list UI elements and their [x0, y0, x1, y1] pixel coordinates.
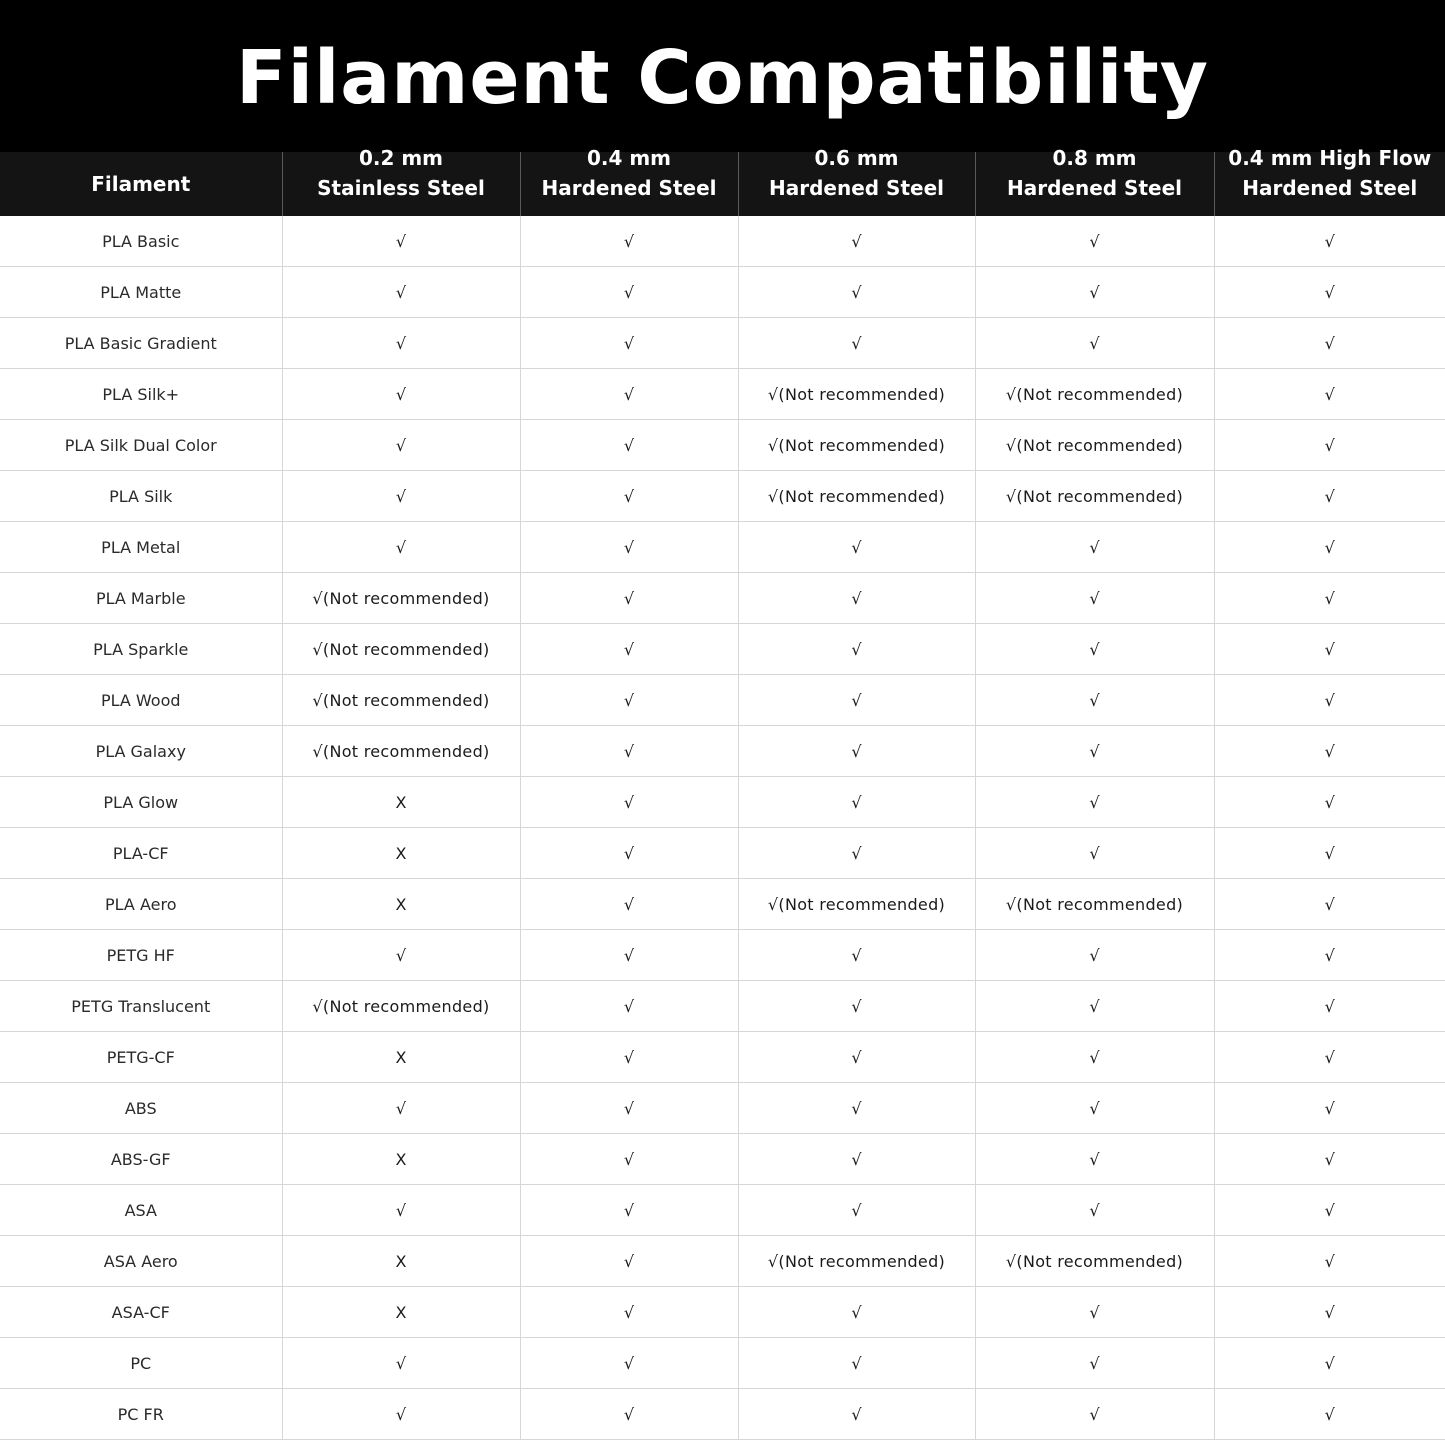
compatibility-cell: √: [975, 1032, 1214, 1083]
table-row: [0, 1389, 1445, 1440]
compatibility-cell: √: [1214, 777, 1445, 828]
filament-name-cell: PLA Glow: [0, 777, 282, 828]
compatibility-cell: √(Not recommended): [282, 981, 520, 1032]
compatibility-cell: √(Not recommended): [975, 369, 1214, 420]
table-header: [0, 146, 1445, 216]
table-row: [0, 726, 1445, 777]
compatibility-cell: √: [738, 828, 975, 879]
compatibility-cell: √: [520, 879, 738, 930]
compatibility-cell: √: [520, 726, 738, 777]
filament-name-cell: PLA Marble: [0, 573, 282, 624]
compatibility-cell: √: [738, 726, 975, 777]
compatibility-cell: √: [520, 369, 738, 420]
compatibility-cell: √: [1214, 522, 1445, 573]
column-header-line: Hardened Steel: [1242, 176, 1418, 200]
page-title: Filament Compatibility: [236, 35, 1209, 121]
compatibility-cell: √: [738, 1083, 975, 1134]
compatibility-cell: √(Not recommended): [738, 369, 975, 420]
compatibility-cell: √: [975, 624, 1214, 675]
table-row: [0, 267, 1445, 318]
table-row: [0, 573, 1445, 624]
compatibility-cell: √: [975, 1185, 1214, 1236]
table-row: [0, 879, 1445, 930]
compatibility-cell: √: [975, 216, 1214, 267]
compatibility-cell: √: [520, 930, 738, 981]
filament-name-cell: ASA-CF: [0, 1287, 282, 1338]
compatibility-cell: √: [975, 675, 1214, 726]
compatibility-cell: √: [520, 981, 738, 1032]
compatibility-cell: √: [1214, 624, 1445, 675]
header-row: [0, 152, 1445, 216]
compatibility-cell: √: [520, 1338, 738, 1389]
compatibility-cell: √(Not recommended): [975, 879, 1214, 930]
table-row: [0, 675, 1445, 726]
compatibility-cell: √: [282, 369, 520, 420]
table-row: [0, 624, 1445, 675]
table-row: [0, 216, 1445, 267]
column-header-line: Hardened Steel: [541, 176, 717, 200]
filament-name-cell: PLA Silk+: [0, 369, 282, 420]
compatibility-cell: √: [1214, 1032, 1445, 1083]
compatibility-cell: √: [1214, 267, 1445, 318]
compatibility-cell: √: [738, 1185, 975, 1236]
compatibility-cell: √: [282, 1338, 520, 1389]
compatibility-cell: √: [520, 1287, 738, 1338]
compatibility-cell: √: [1214, 828, 1445, 879]
compatibility-cell: √: [1214, 471, 1445, 522]
compatibility-cell: √: [282, 267, 520, 318]
compatibility-cell: √: [1214, 1185, 1445, 1236]
compatibility-cell: √: [520, 522, 738, 573]
table-row: [0, 1083, 1445, 1134]
compatibility-cell: √: [1214, 1389, 1445, 1440]
filament-name-cell: PETG HF: [0, 930, 282, 981]
compatibility-cell: √: [520, 1083, 738, 1134]
filament-name-cell: PC: [0, 1338, 282, 1389]
compatibility-cell: X: [282, 1032, 520, 1083]
compatibility-cell: √: [738, 930, 975, 981]
column-header-line: 0.6 mm: [814, 146, 899, 170]
filament-name-cell: PETG Translucent: [0, 981, 282, 1032]
compatibility-cell: √(Not recommended): [738, 1236, 975, 1287]
compatibility-cell: √: [282, 1083, 520, 1134]
compatibility-cell: √: [520, 573, 738, 624]
compatibility-cell: √(Not recommended): [282, 573, 520, 624]
filament-name-cell: PLA Sparkle: [0, 624, 282, 675]
column-header-line: Hardened Steel: [1006, 176, 1182, 200]
compatibility-cell: √: [975, 573, 1214, 624]
compatibility-cell: √(Not recommended): [282, 726, 520, 777]
compatibility-cell: √: [738, 1338, 975, 1389]
table-row: [0, 420, 1445, 471]
filament-name-cell: PLA Matte: [0, 267, 282, 318]
column-header-nozzle-3: [738, 146, 975, 216]
filament-name-cell: ABS: [0, 1083, 282, 1134]
compatibility-cell: √: [1214, 726, 1445, 777]
compatibility-cell: √: [520, 1389, 738, 1440]
compatibility-cell: √: [520, 267, 738, 318]
table-row: [0, 1287, 1445, 1338]
compatibility-cell: √: [1214, 420, 1445, 471]
compatibility-cell: √(Not recommended): [738, 420, 975, 471]
table-row: [0, 1134, 1445, 1185]
compatibility-cell: √: [520, 216, 738, 267]
compatibility-cell: √: [738, 1032, 975, 1083]
compatibility-cell: √: [975, 318, 1214, 369]
compatibility-cell: √: [282, 420, 520, 471]
compatibility-cell: √(Not recommended): [282, 675, 520, 726]
table-body: [0, 216, 1445, 1440]
compatibility-cell: √: [520, 1032, 738, 1083]
filament-name-cell: PC FR: [0, 1389, 282, 1440]
compatibility-cell: √: [520, 1134, 738, 1185]
compatibility-cell: √: [1214, 1287, 1445, 1338]
compatibility-cell: √: [738, 1134, 975, 1185]
compatibility-cell: √: [520, 777, 738, 828]
table-row: [0, 777, 1445, 828]
compatibility-cell: √: [738, 318, 975, 369]
column-header-nozzle-1: [282, 146, 520, 216]
compatibility-cell: √: [1214, 216, 1445, 267]
compatibility-cell: √: [520, 471, 738, 522]
column-header-nozzle-4: [975, 146, 1214, 216]
compatibility-cell: √(Not recommended): [738, 879, 975, 930]
compatibility-cell: √: [1214, 930, 1445, 981]
compatibility-cell: √: [975, 1083, 1214, 1134]
compatibility-cell: √: [738, 573, 975, 624]
compatibility-cell: √: [282, 522, 520, 573]
compatibility-cell: √: [738, 777, 975, 828]
table-row: [0, 1338, 1445, 1389]
table-row: [0, 471, 1445, 522]
compatibility-cell: √: [1214, 1134, 1445, 1185]
compatibility-cell: √: [1214, 1236, 1445, 1287]
column-header-line: Filament: [91, 172, 191, 196]
compatibility-cell: √: [975, 1338, 1214, 1389]
column-header-line: 0.8 mm: [1052, 146, 1137, 170]
compatibility-cell: √: [975, 1389, 1214, 1440]
table-row: [0, 1185, 1445, 1236]
compatibility-cell: √: [520, 318, 738, 369]
filament-name-cell: PLA Wood: [0, 675, 282, 726]
compatibility-cell: √: [520, 420, 738, 471]
column-header-line: 0.4 mm: [586, 146, 672, 170]
compatibility-cell: √: [738, 1389, 975, 1440]
column-header-filament: [0, 152, 282, 216]
compatibility-cell: √: [738, 1287, 975, 1338]
compatibility-cell: √: [1214, 1338, 1445, 1389]
compatibility-cell: √(Not recommended): [738, 471, 975, 522]
compatibility-cell: √: [975, 1287, 1214, 1338]
compatibility-cell: X: [282, 879, 520, 930]
table-row: [0, 1236, 1445, 1287]
compatibility-cell: √: [975, 828, 1214, 879]
filament-name-cell: PLA Silk Dual Color: [0, 420, 282, 471]
compatibility-cell: √: [738, 675, 975, 726]
compatibility-cell: √: [282, 1185, 520, 1236]
compatibility-cell: √: [1214, 369, 1445, 420]
filament-name-cell: PLA Silk: [0, 471, 282, 522]
filament-name-cell: ASA Aero: [0, 1236, 282, 1287]
table-row: [0, 930, 1445, 981]
compatibility-cell: √: [975, 930, 1214, 981]
compatibility-cell: √: [738, 624, 975, 675]
compatibility-cell: √: [1214, 879, 1445, 930]
table-row: [0, 369, 1445, 420]
filament-name-cell: PLA Basic Gradient: [0, 318, 282, 369]
compatibility-cell: X: [282, 777, 520, 828]
compatibility-cell: √: [520, 1185, 738, 1236]
compatibility-cell: √: [1214, 981, 1445, 1032]
compatibility-cell: √: [282, 1389, 520, 1440]
table-row: [0, 522, 1445, 573]
compatibility-cell: X: [282, 1287, 520, 1338]
filament-name-cell: PLA Galaxy: [0, 726, 282, 777]
compatibility-cell: √: [738, 522, 975, 573]
filament-name-cell: PLA Aero: [0, 879, 282, 930]
compatibility-cell: √: [282, 216, 520, 267]
column-header-line: 0.2 mm: [358, 146, 444, 170]
compatibility-cell: √: [282, 471, 520, 522]
filament-name-cell: PLA Metal: [0, 522, 282, 573]
compatibility-cell: √: [738, 267, 975, 318]
compatibility-cell: √: [975, 267, 1214, 318]
column-header-line: 0.4 mm High Flow: [1228, 146, 1432, 170]
compatibility-cell: √: [282, 318, 520, 369]
compatibility-cell: √: [1214, 573, 1445, 624]
filament-name-cell: PETG-CF: [0, 1032, 282, 1083]
compatibility-cell: √: [975, 777, 1214, 828]
compatibility-cell: √: [975, 522, 1214, 573]
compatibility-cell: √(Not recommended): [975, 1236, 1214, 1287]
compatibility-cell: √: [282, 930, 520, 981]
filament-name-cell: PLA Basic: [0, 216, 282, 267]
compatibility-cell: X: [282, 1236, 520, 1287]
compatibility-cell: √: [520, 1236, 738, 1287]
compatibility-cell: √: [520, 675, 738, 726]
compatibility-cell: √: [975, 981, 1214, 1032]
compatibility-cell: X: [282, 828, 520, 879]
column-header-line: Hardened Steel: [768, 176, 944, 200]
compatibility-cell: √: [738, 216, 975, 267]
table-row: [0, 828, 1445, 879]
column-header-nozzle-5: [1214, 146, 1445, 216]
compatibility-cell: √: [1214, 318, 1445, 369]
compatibility-table: [0, 146, 1445, 1440]
compatibility-cell: √: [975, 726, 1214, 777]
filament-name-cell: ASA: [0, 1185, 282, 1236]
compatibility-cell: √(Not recommended): [975, 420, 1214, 471]
title-bar: [0, 0, 1445, 152]
compatibility-cell: √: [1214, 675, 1445, 726]
compatibility-cell: X: [282, 1134, 520, 1185]
table-row: [0, 1032, 1445, 1083]
compatibility-cell: √: [520, 624, 738, 675]
column-header-nozzle-2: [520, 146, 738, 216]
compatibility-cell: √(Not recommended): [282, 624, 520, 675]
compatibility-cell: √(Not recommended): [975, 471, 1214, 522]
filament-name-cell: ABS-GF: [0, 1134, 282, 1185]
table-row: [0, 981, 1445, 1032]
compatibility-cell: √: [1214, 1083, 1445, 1134]
compatibility-cell: √: [520, 828, 738, 879]
filament-name-cell: PLA-CF: [0, 828, 282, 879]
compatibility-cell: √: [975, 1134, 1214, 1185]
compatibility-cell: √: [738, 981, 975, 1032]
column-header-line: Stainless Steel: [317, 176, 485, 200]
table-row: [0, 318, 1445, 369]
